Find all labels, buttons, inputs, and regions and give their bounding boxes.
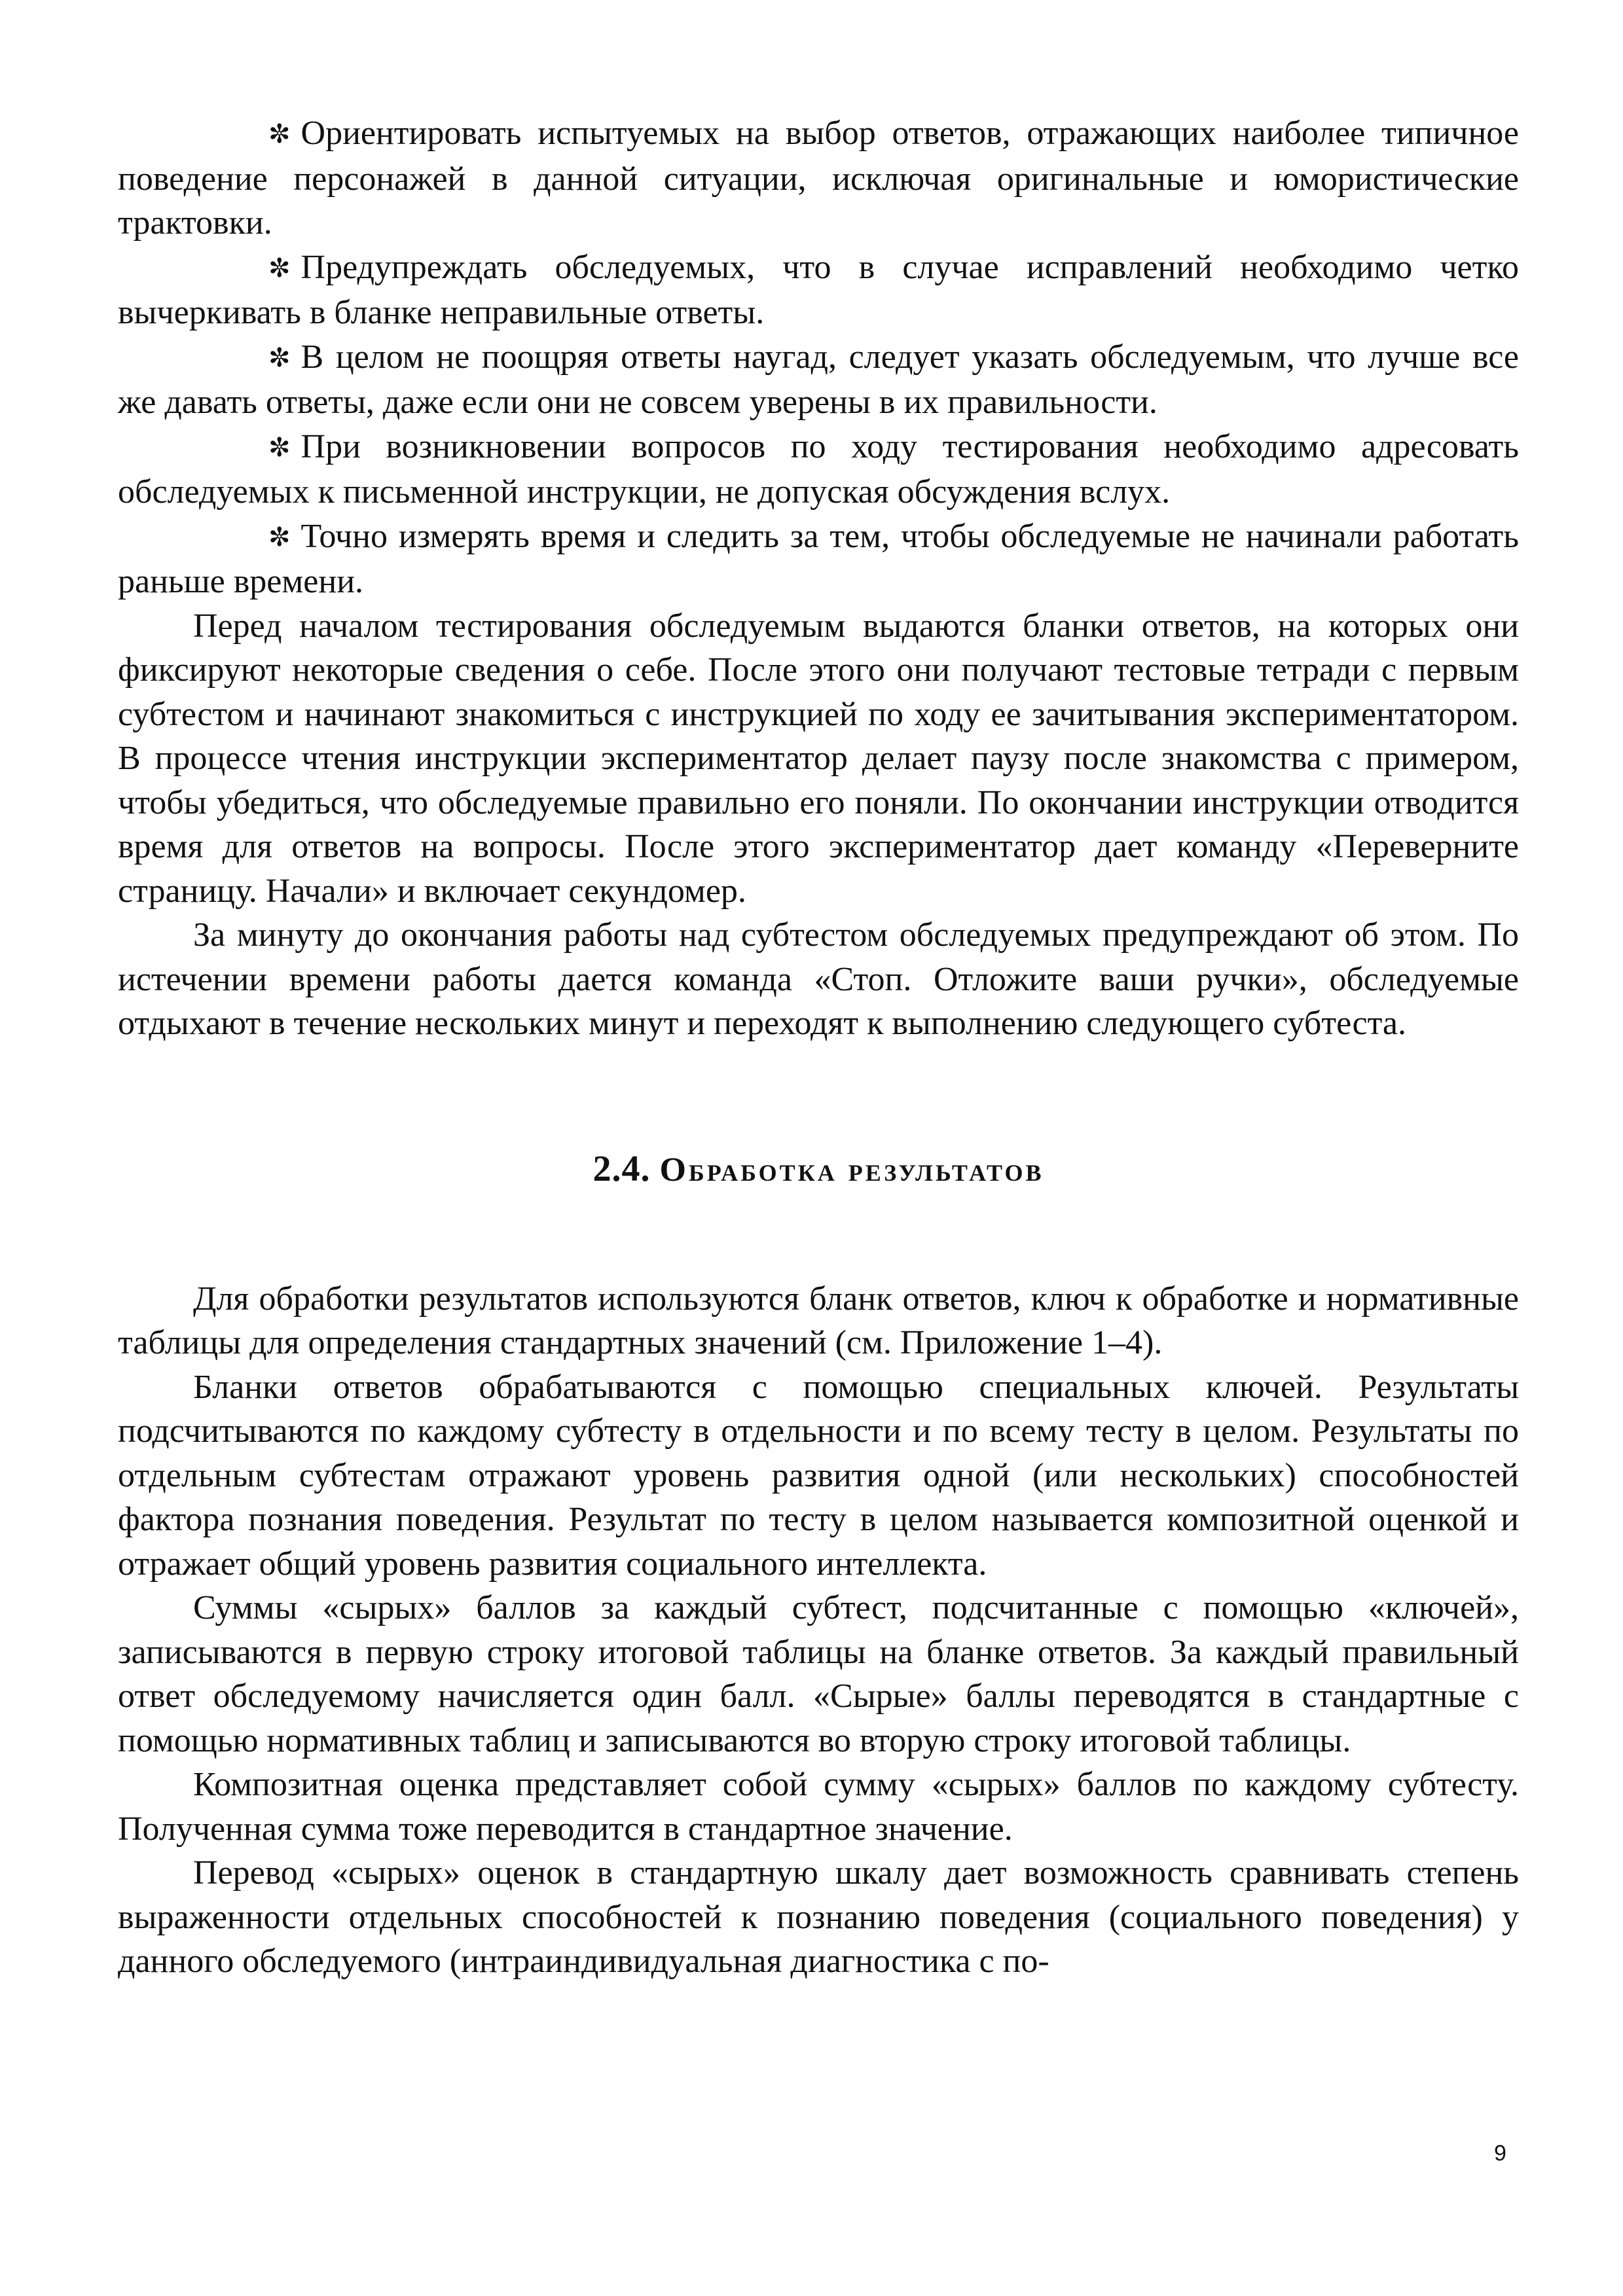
asterisk-ornament-icon: ✼ bbox=[268, 253, 291, 283]
body-paragraph: За минуту до окончания работы над субтестом обследуемых предупреждают об этом. По истечении времени работы дается команда «Стоп. Отложите ваши ручки», обследуемые отдыхают в течение нескольких минут и переходят к выполнению следующего субтеста. bbox=[118, 916, 1519, 1042]
bullet-paragraph bbox=[118, 514, 1519, 604]
bullet-paragraph bbox=[118, 111, 1519, 245]
bullet-paragraph bbox=[118, 245, 1519, 335]
asterisk-ornament-icon: ✼ bbox=[268, 342, 291, 373]
page-number: 9 bbox=[1494, 2141, 1506, 2166]
asterisk-ornament-icon: ✼ bbox=[268, 432, 291, 463]
body-paragraph: Бланки ответов обрабатываются с помощью специальных ключей. Результаты подсчитываются по каждому субтесту в отдельности и по всему тесту в целом. Результаты по отдельным субтестам отражают уровень развития одной (или нескольких) способностей фактора познания поведения. Результат по тесту в целом называется композитной оценкой и отражает общий уровень развития социального интеллекта. bbox=[118, 1368, 1519, 1583]
bullet-text: Точно измерять время и следить за тем, чтобы обследуемые не начинали работать раньше времени. bbox=[118, 517, 1519, 600]
body-paragraph: Композитная оценка представляет собой сумму «сырых» баллов по каждому субтесту. Полученная сумма тоже переводится в стандартное значение. bbox=[118, 1766, 1519, 1848]
section-heading bbox=[118, 1147, 1519, 1192]
body-paragraph: Для обработки результатов используются бланк ответов, ключ к обработке и нормативные таблицы для определения стандартных значений (см. Приложение 1–4). bbox=[118, 1280, 1519, 1361]
section-title: Обработка результатов bbox=[659, 1151, 1044, 1189]
asterisk-ornament-icon: ✼ bbox=[268, 119, 291, 149]
body-paragraph: Перевод «сырых» оценок в стандартную шкалу дает возможность сравнивать степень выраженности отдельных способностей к познанию поведения (социального поведения) у данного обследуемого (интраиндивидуальная диагностика с по- bbox=[118, 1854, 1519, 1980]
bullet-text: Ориентировать испытуемых на выбор ответов, отражающих наиболее типичное поведение персонажей в данной ситуации, исключая оригинальные и юмористические трактовки. bbox=[118, 115, 1519, 242]
bullet-text: В целом не поощряя ответы наугад, следует указать обследуемым, что лучше все же давать ответы, даже если они не совсем уверены в их правильности. bbox=[118, 338, 1519, 421]
bullet-text: При возникновении вопросов по ходу тестирования необходимо адресовать обследуемых к письменной инструкции, не допуская обсуждения вслух. bbox=[118, 427, 1519, 511]
bullet-paragraph bbox=[118, 335, 1519, 425]
bullet-text: Предупреждать обследуемых, что в случае исправлений необходимо четко вычеркивать в бланке неправильные ответы. bbox=[118, 248, 1519, 331]
asterisk-ornament-icon: ✼ bbox=[268, 522, 291, 552]
page-body bbox=[118, 111, 1519, 1984]
body-paragraph: Перед началом тестирования обследуемым выдаются бланки ответов, на которых они фиксируют некоторые сведения о себе. После этого они получают тестовые тетради с первым субтестом и начинают знакомиться с инструкцией по ходу ее зачитывания экспериментатором. В процессе чтения инструкции экспериментатор делает паузу после знакомства с примером, чтобы убедиться, что обследуемые правильно его поняли. По окончании инструкции отводится время для ответов на вопросы. После этого экспериментатор дает команду «Переверните страницу. Начали» и включает секундомер. bbox=[118, 607, 1519, 910]
bullet-paragraph bbox=[118, 425, 1519, 514]
body-paragraph: Суммы «сырых» баллов за каждый субтест, подсчитанные с помощью «ключей», записываются в первую строку итоговой таблицы на бланке ответов. За каждый правильный ответ обследуемому начисляется один балл. «Сырые» баллы переводятся в стандартные с помощью нормативных таблиц и записываются во вторую строку итоговой таблицы. bbox=[118, 1589, 1519, 1759]
section-number: 2.4. bbox=[593, 1148, 651, 1189]
